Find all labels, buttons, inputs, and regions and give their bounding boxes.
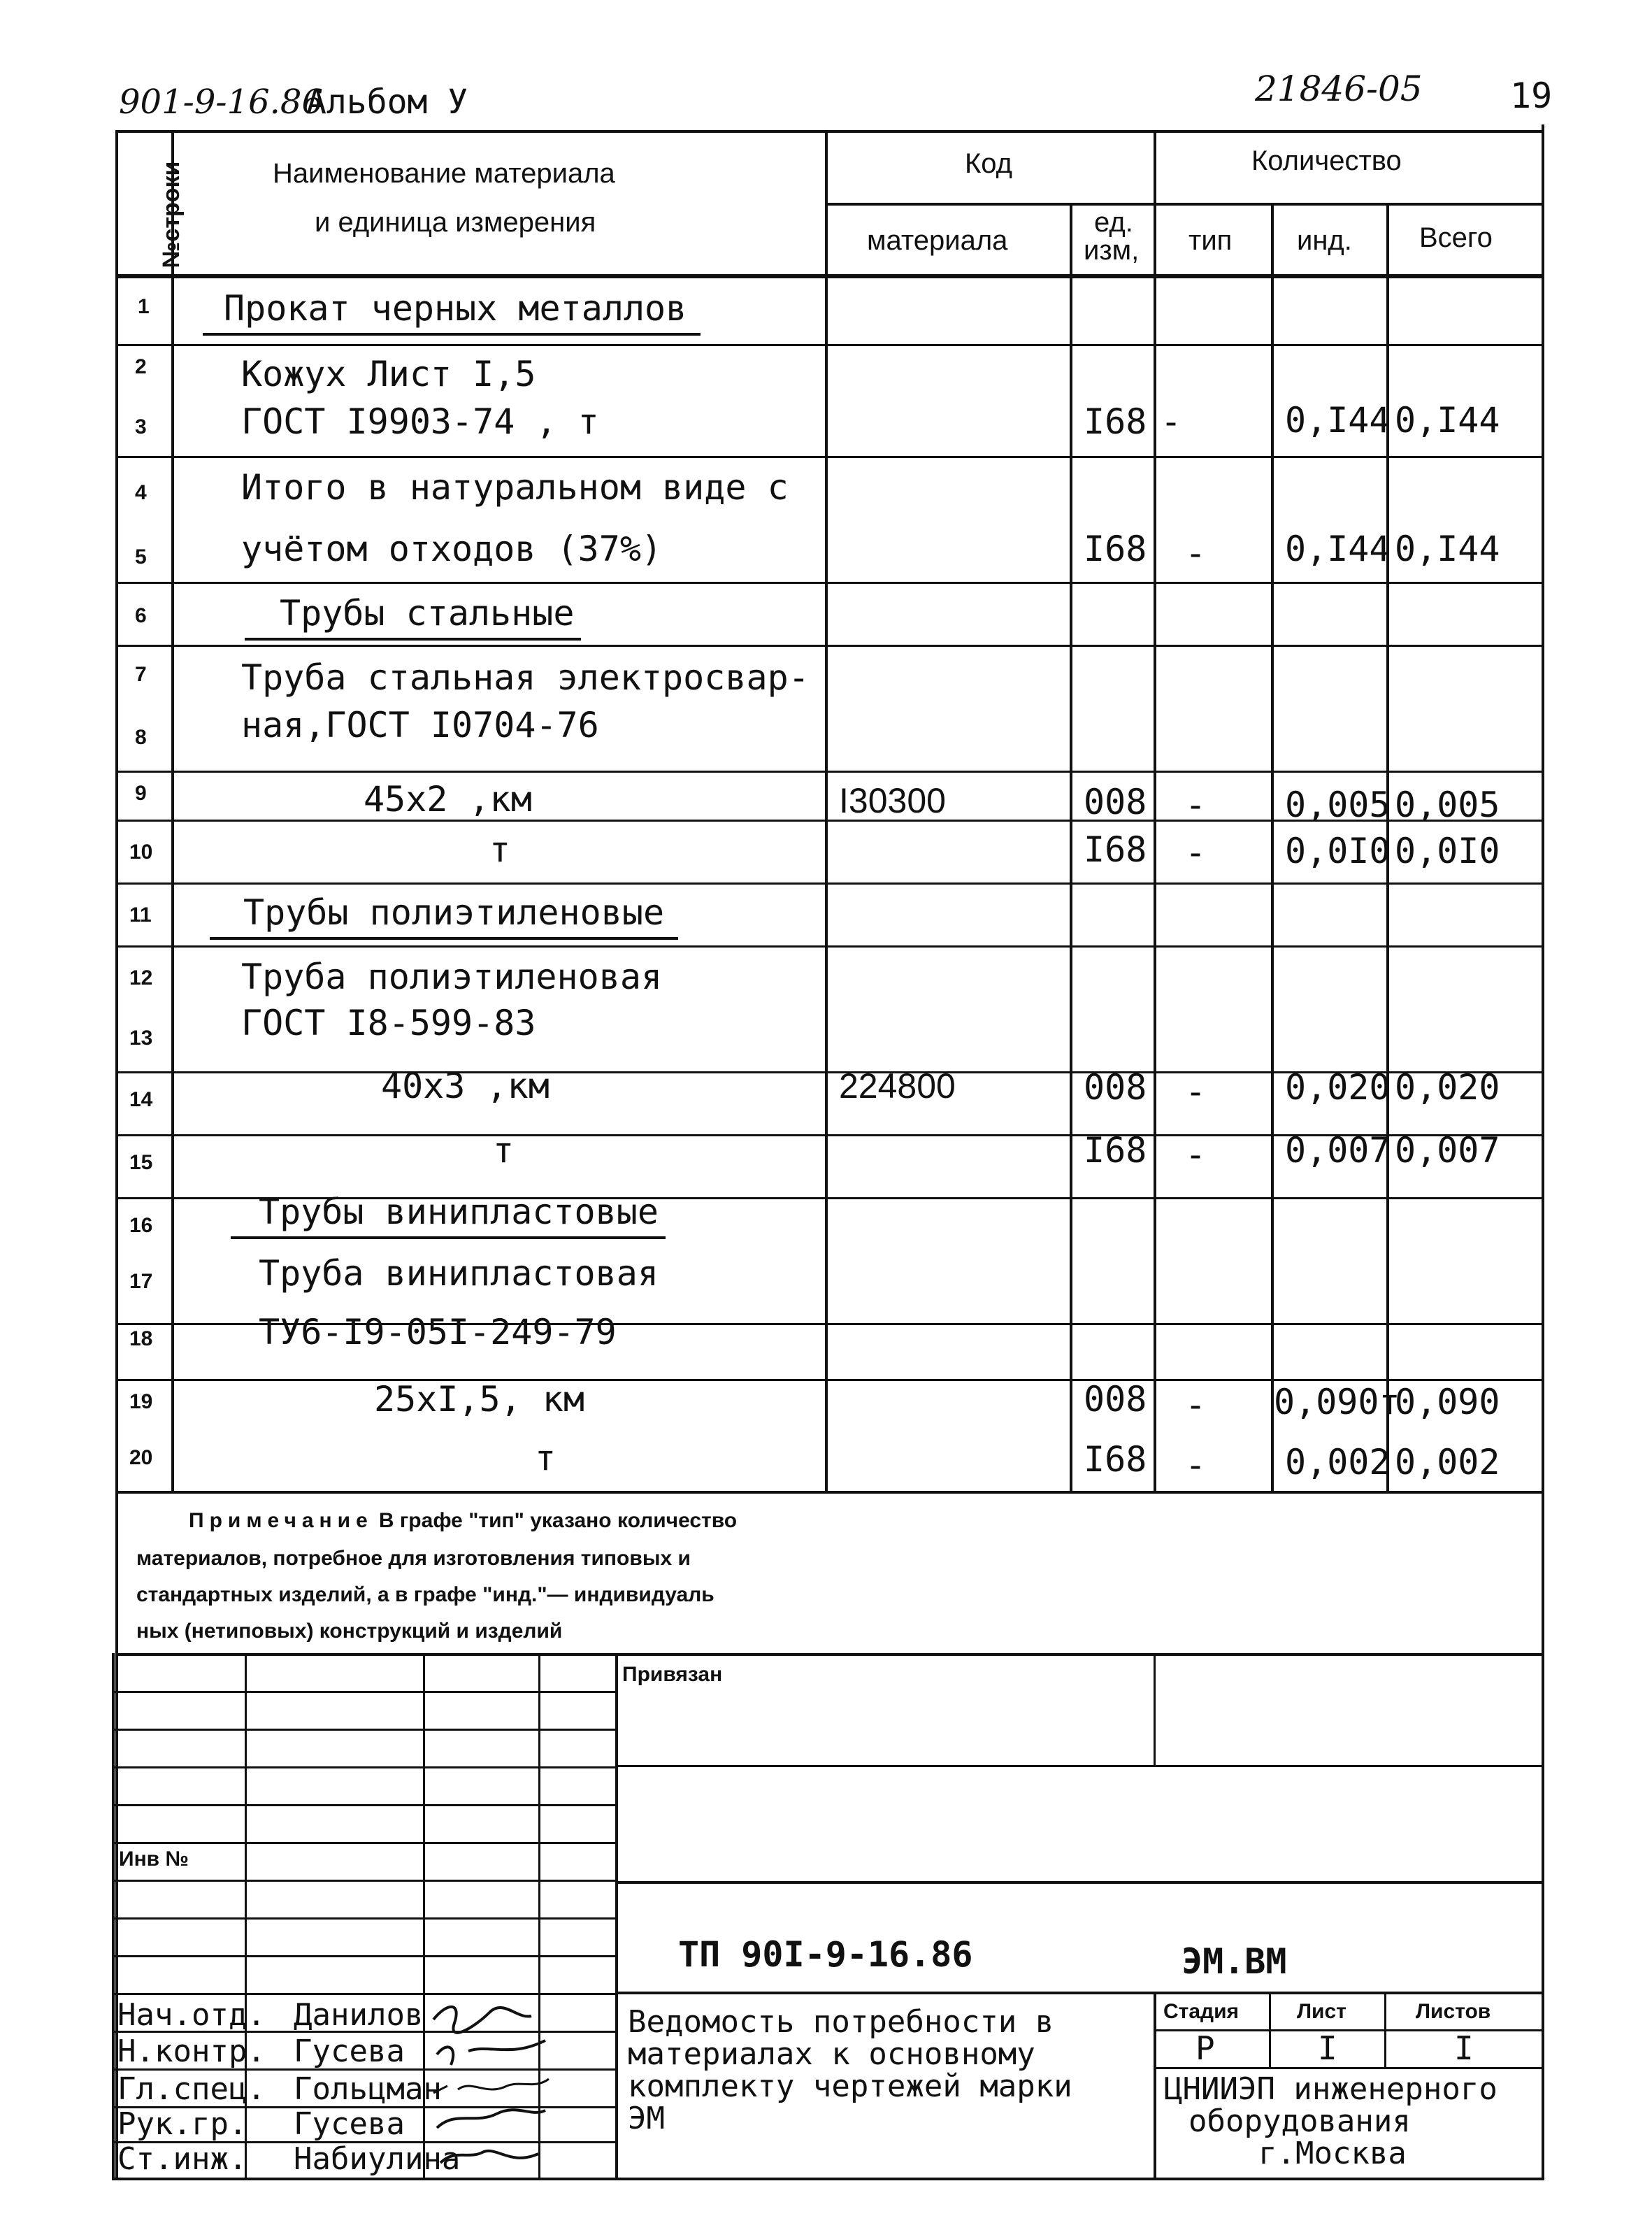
row-number-header: №строки [158,161,185,269]
sheet-value: I [1318,2029,1337,2067]
row-number: 13 [129,1027,153,1050]
qty-total-header: Всего [1419,222,1493,253]
row-number: 6 [135,604,147,627]
unit-code: 008 [1084,1067,1147,1108]
signature-name: Гусева [294,2106,405,2142]
unit-code: I68 [1084,1439,1147,1480]
album-label: Альбом У [306,83,468,122]
signature-role: Гл.спец. [117,2071,266,2107]
row-number: 5 [135,545,147,569]
row-number: 14 [129,1088,153,1111]
note-line1: Примечание В графе "тип" указано количество [189,1509,738,1532]
material-name: Труба полиэтиленовая [241,957,663,997]
material-name: 25xI,5, км [374,1379,585,1420]
qty-type: - [1185,533,1207,573]
row-number: 7 [135,663,147,686]
unit-header-line1: ед. [1094,207,1133,238]
material-code: 224800 [839,1066,956,1106]
qty-individual: 0,090т [1274,1382,1400,1422]
row-number: 10 [129,841,153,864]
code-header: Код [965,148,1013,179]
stage-label: Стадия [1163,2000,1240,2023]
material-name: Кожух Лист I,5 [241,354,536,394]
section-heading: Трубы полиэтиленовые [210,895,678,930]
material-name: ГОСТ I8-599-83 [241,1003,536,1043]
material-name: Труба стальная электросвар- [241,657,810,698]
qty-total: 0,I44 [1395,529,1500,569]
row-number: 9 [135,782,147,805]
qty-type: - [1185,832,1207,873]
qty-ind-header: инд. [1297,225,1352,256]
signature-name: Набиулина [294,2141,461,2177]
code-material-header: материала [867,225,1008,256]
note-line2: материалов, потребное для изготовления типовых и [136,1547,691,1570]
unit-code: I68 [1084,401,1147,442]
material-name: т [535,1438,556,1478]
qty-individual: 0,020 [1285,1067,1391,1108]
row-number: 1 [138,295,150,318]
attached-label: Привязан [622,1663,723,1686]
sheet-title-line4: ЭМ [628,2101,665,2136]
qty-individual: 0,I44 [1285,529,1391,569]
sheets-label: Листов [1416,2000,1491,2023]
qty-total: 0,002 [1395,1442,1500,1482]
organization-line1: ЦНИИЭП инженерного [1164,2071,1497,2107]
material-name: Труба винипластовая [259,1253,659,1294]
handwritten-signatures [426,1999,566,2178]
row-number: 20 [129,1446,153,1469]
row-number: 2 [135,355,147,378]
note-label: Примечание [189,1509,373,1532]
qty-total: 0,020 [1395,1067,1500,1108]
row-number: 18 [129,1327,153,1350]
sheet-title-line3: комплекту чертежей марки [628,2068,1072,2104]
sheet-label: Лист [1297,2000,1346,2023]
row-number: 8 [135,726,147,749]
unit-code: I68 [1084,1130,1147,1171]
page-number: 19 [1510,76,1553,116]
qty-individual: 0,005 [1285,785,1391,825]
signature-role: Ст.инж. [117,2141,247,2177]
section-heading: Трубы стальные [245,596,581,631]
material-name: ГОСТ I9903-74 , т [241,401,599,442]
qty-individual: 0,I44 [1285,400,1391,441]
inventory-number: 21846-05 [1255,69,1423,109]
unit-header-line2: изм, [1084,235,1140,266]
quantity-header: Количество [1251,145,1402,176]
qty-total: 0,005 [1395,785,1500,825]
qty-type: - [1161,401,1182,442]
qty-total: 0,090 [1395,1382,1500,1422]
sheets-value: I [1454,2029,1474,2067]
sheet-title-line2: материалах к основному [628,2036,1035,2072]
section-heading: Трубы винипластовые [231,1194,666,1229]
qty-type: - [1185,1385,1207,1425]
material-name: Итого в натуральном виде с [241,467,789,508]
qty-individual: 0,007 [1285,1130,1391,1171]
qty-total: 0,0I0 [1395,831,1500,871]
material-name: т [493,1130,515,1171]
note-line3: стандартных изделий, а в графе "инд."— индивидуаль [136,1583,714,1606]
qty-individual: 0,002 [1285,1442,1391,1482]
project-designation: ТП 90I-9-16.86 [678,1934,973,1975]
signature-role: Рук.гр. [117,2106,247,2142]
row-number: 17 [129,1270,153,1293]
row-number: 19 [129,1390,153,1413]
material-name: 45x2 ,км [364,779,532,820]
signature-name: Гольцман [294,2071,442,2107]
drawing-mark: ЭМ.ВМ [1181,1941,1287,1982]
inventory-no-label: Инв № [119,1847,189,1871]
row-number: 16 [129,1214,153,1237]
signature-name: Гусева [294,2034,405,2069]
unit-code: 008 [1084,1379,1147,1420]
sheet-title-line1: Ведомость потребности в [628,2004,1054,2040]
row-number: 12 [129,966,153,989]
signature-name: Данилов [294,1997,424,2033]
stage-value: Р [1195,2029,1215,2067]
row-number: 15 [129,1151,153,1174]
series-number: 901-9-16.86 [119,83,324,122]
material-code: I30300 [839,781,946,820]
qty-individual: 0,0I0 [1285,831,1391,871]
unit-code: I68 [1084,829,1147,870]
unit-code: 008 [1084,782,1147,822]
qty-type: - [1185,785,1207,825]
material-name: 40x3 ,км [381,1066,550,1106]
unit-code: I68 [1084,529,1147,569]
row-number: 11 [129,903,152,927]
qty-type: - [1185,1071,1207,1112]
qty-type-header: тип [1188,225,1233,256]
row-number: 3 [135,415,147,438]
note-line4: ных (нетиповых) конструкций и изделий [136,1620,563,1643]
material-name: учётом отходов (37%) [241,529,663,569]
qty-type: - [1185,1134,1207,1175]
material-name: т [489,829,511,870]
signature-role: Нач.отд. [117,1997,266,2033]
material-name: ная,ГОСТ I0704-76 [241,705,599,745]
material-name: ТУ6-I9-05I-249-79 [259,1312,617,1352]
qty-total: 0,I44 [1395,400,1500,441]
section-heading: Прокат черных металлов [203,291,701,326]
organization-line3: г.Москва [1258,2136,1407,2171]
organization-line2: оборудования [1188,2103,1411,2139]
row-number: 4 [135,481,147,504]
qty-total: 0,007 [1395,1130,1500,1171]
qty-type: - [1185,1445,1207,1485]
name-header-line2: и единица измерения [315,207,596,238]
signature-role: Н.контр. [117,2034,266,2069]
name-header-line1: Наименование материала [273,158,615,189]
